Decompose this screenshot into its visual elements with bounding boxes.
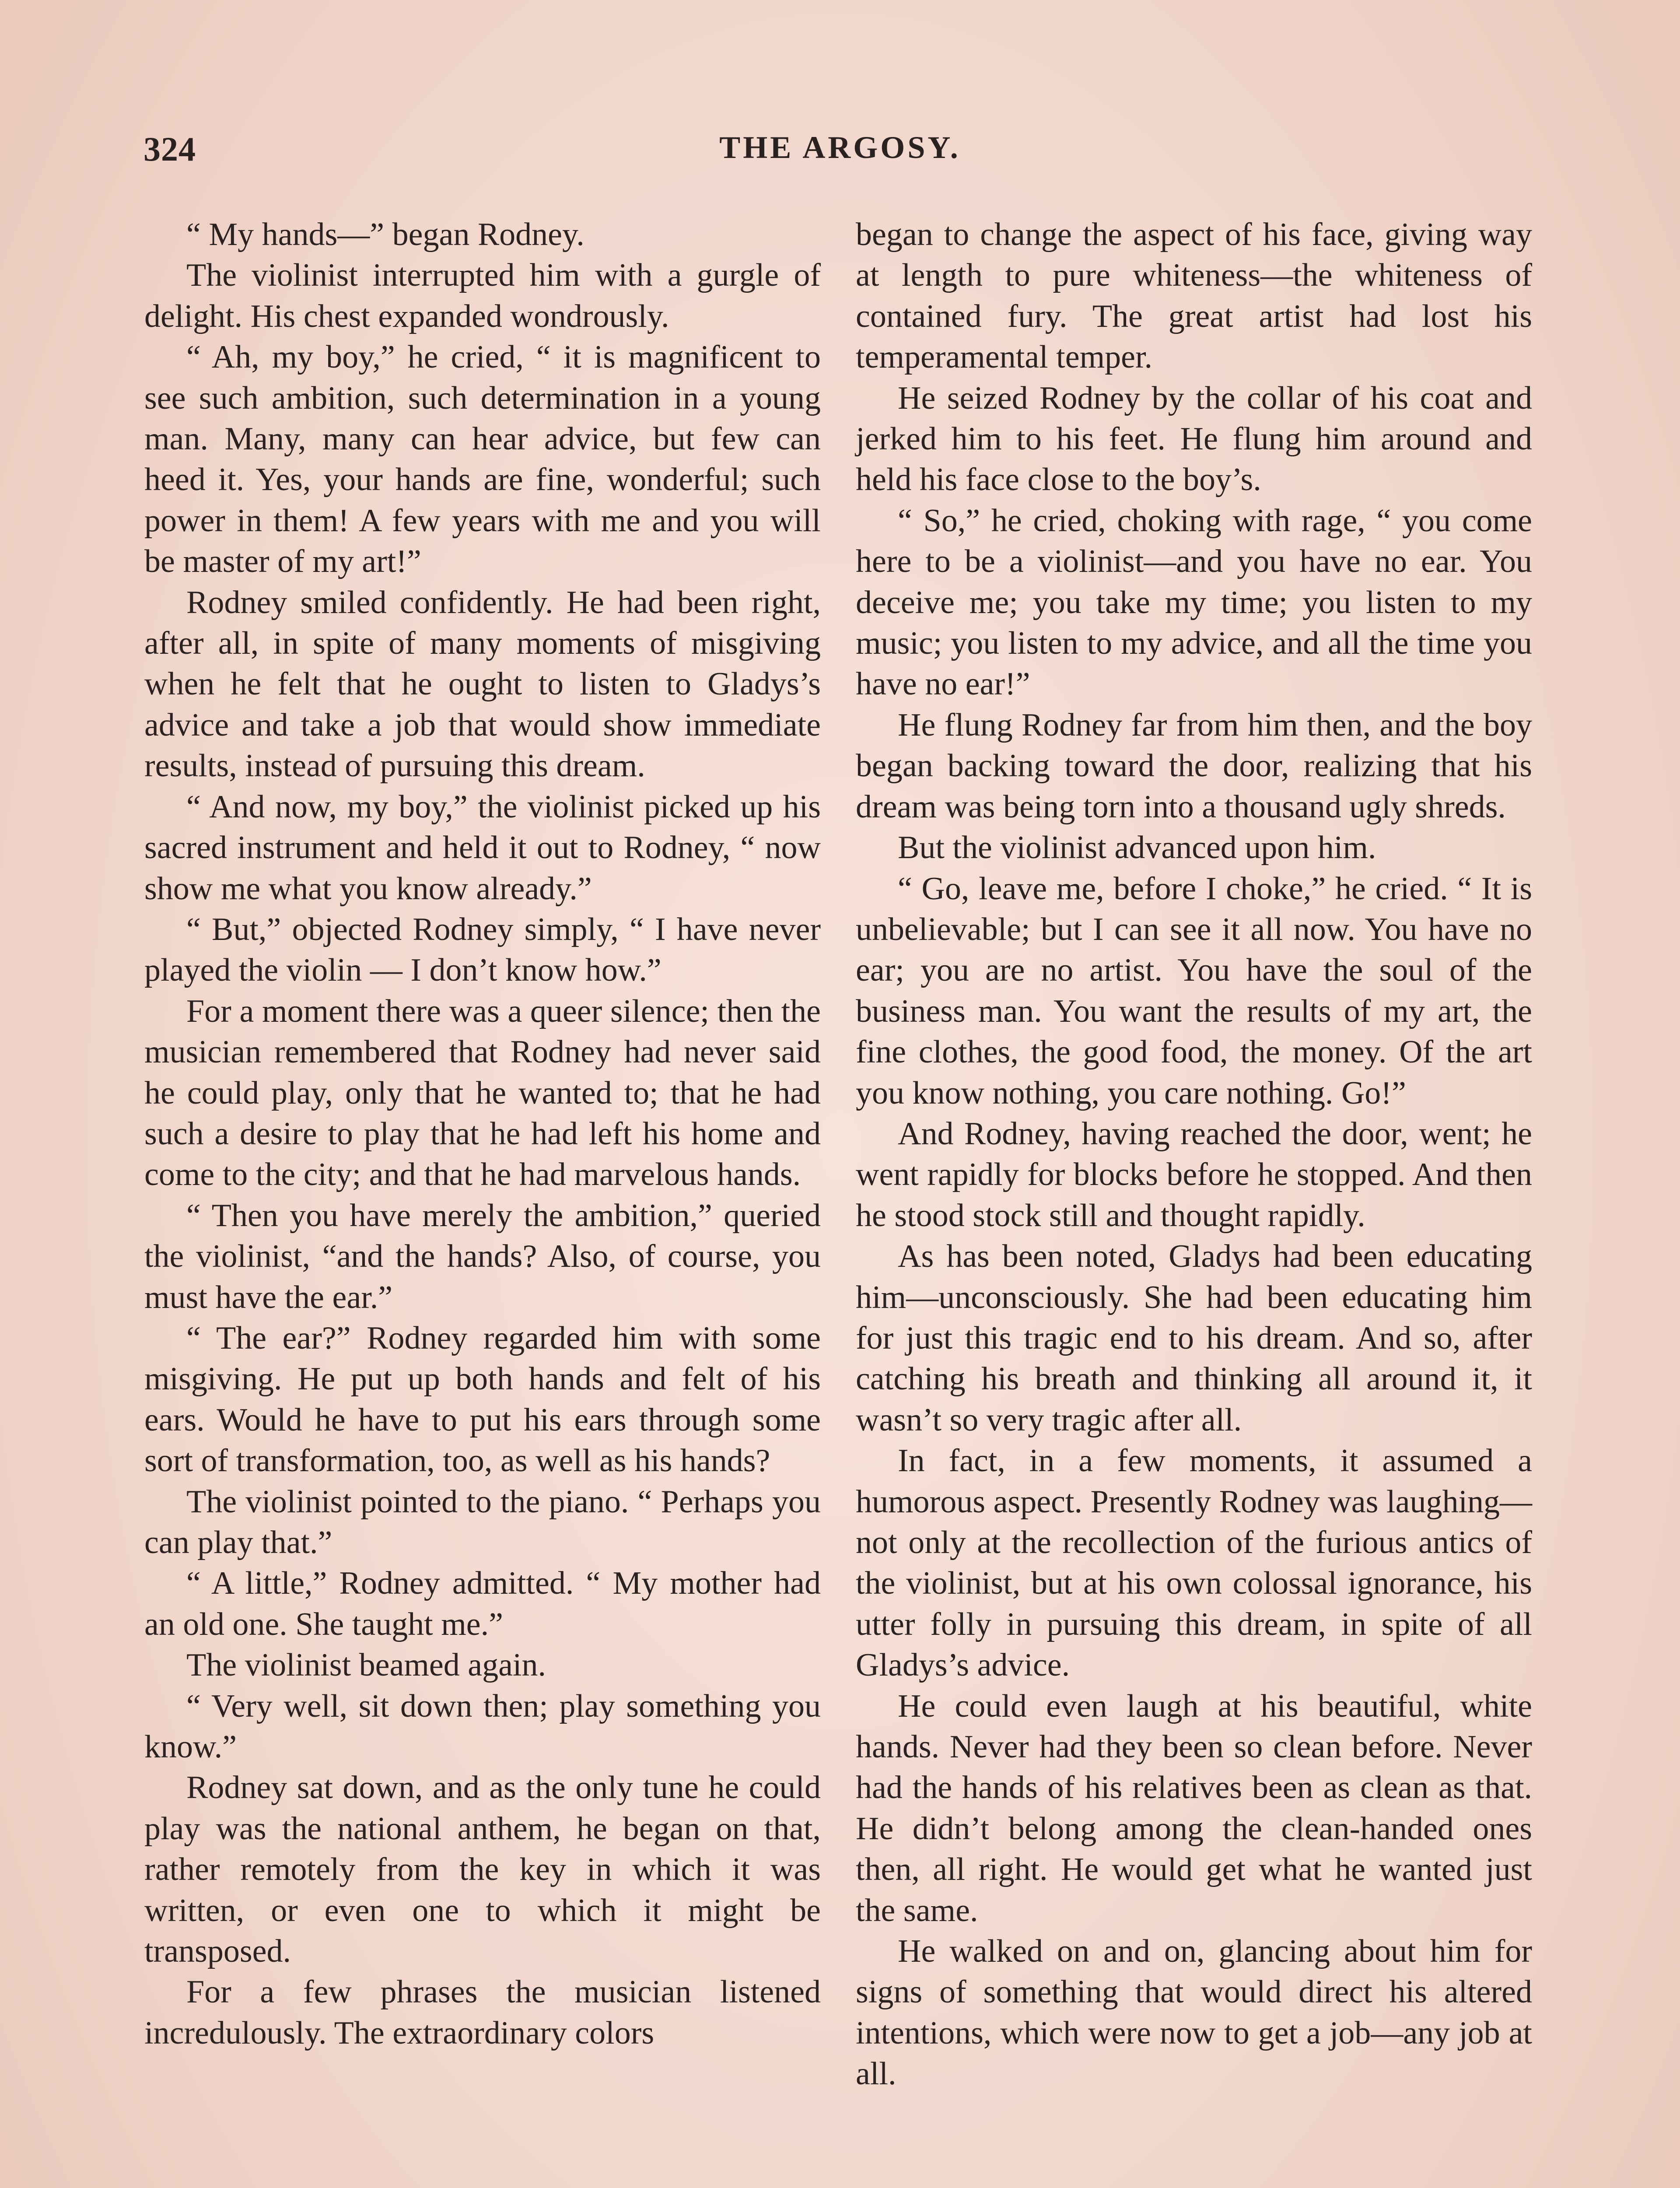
paragraph: “ My hands—” began Rodney. [186,217,584,252]
paragraph: “ So,” he cried, choking with rage, “ you come here to be a violinist—and you have no ear. You deceive me; you take my time; you listen to my music; you listen to my advice, and all the time you have no ear!” [856,502,1532,702]
paragraph: Rodney smiled confidently. He had been right, after all, in spite of many moments of misgiving when he felt that he ought to listen to Gladys’s advice and take a job that would show immediate results, instead of pursuing this dream. [144,584,821,784]
paragraph: “ But,” objected Rodney simply, “ I have never played the violin — I don’t know how.” [144,911,821,989]
running-head: THE ARGOSY. [719,130,961,165]
paragraph: For a few phrases the musician listened incredulously. The extraordinary colors [144,1974,821,2051]
paragraph: In fact, in a few moments, it assumed a humorous aspect. Presently Rodney was laughing—not only at the recollection of the furious antics of the violinist, but at his own colossal ignorance, his utter folly in pursuing this dream, in spite of all Gladys’s advice. [856,1443,1532,1683]
paragraph: “ Very well, sit down then; play something you know.” [144,1688,821,1765]
paragraph: For a moment there was a queer silence; then the musician remembered that Rodney had never said he could play, only that he wanted to; that he had such a desire to play that he had left his home and come to the city; and that he had marvelous hands. [144,993,821,1193]
right-column [856,214,1532,2095]
paragraph: And Rodney, having reached the door, went; he went rapidly for blocks before he stopped. And then he stood stock still and thought rapidly. [856,1115,1532,1234]
paragraph-continued: began to change the aspect of his face, giving way at length to pure whiteness—the whiteness of contained fury. The great artist had lost his temperamental temper. [856,217,1532,375]
paragraph: The violinist interrupted him with a gurgle of delight. His chest expanded wondrously. [144,257,821,334]
paragraph: The violinist beamed again. [186,1647,546,1683]
paragraph: He could even laugh at his beautiful, white hands. Never had they been so clean before. Never had the hands of his relatives been as clean as that. He didn’t belong among the clean-handed ones then, all right. He would get what he wanted just the same. [856,1688,1532,1929]
paragraph: “ A little,” Rodney admitted. “ My mother had an old one. She taught me.” [144,1565,821,1642]
paragraph: “ Go, leave me, before I choke,” he cried. “ It is unbelievable; but I can see it all now. You have no ear; you are no artist. You have the soul of the business man. You want the results of my art, the fine clothes, the good food, the money. Of the art you know nothing, you care nothing. Go!” [856,870,1532,1111]
paragraph: He flung Rodney far from him then, and the boy began backing toward the door, realizing that his dream was being torn into a thousand ugly shreds. [856,707,1532,825]
paragraph: He seized Rodney by the collar of his coat and jerked him to his feet. He flung him around and held his face close to the boy’s. [856,380,1532,498]
paragraph: He walked on and on, glancing about him for signs of something that would direct his altered intentions, which were now to get a job—any job at all. [856,1933,1532,2092]
paragraph: “ Ah, my boy,” he cried, “ it is magnificent to see such ambition, such determination in a young man. Many, many can hear advice, but few can heed it. Yes, your hands are fine, wonderful; such power in them! A few years with me and you will be master of my art!” [144,339,821,580]
paragraph: Rodney sat down, and as the only tune he could play was the national anthem, he began on that, rather remotely from the key in which it was written, or even one to which it might be transposed. [144,1770,821,1970]
paragraph: The violinist pointed to the piano. “ Perhaps you can play that.” [144,1483,821,1560]
left-column [144,214,821,2054]
paragraph: “ Then you have merely the ambition,” queried the violinist, “and the hands? Also, of course, you must have the ear.” [144,1197,821,1315]
paragraph: As has been noted, Gladys had been educating him—unconsciously. She had been educating him for just this tragic end to his dream. And so, after catching his breath and thinking all around it, it wasn’t so very tragic after all. [856,1238,1532,1438]
paragraph: “ And now, my boy,” the violinist picked up his sacred instrument and held it out to Rodney, “ now show me what you know already.” [144,789,821,907]
paragraph: “ The ear?” Rodney regarded him with some misgiving. He put up both hands and felt of his ears. Would he have to put his ears through some sort of transformation, too, as well as his hands? [144,1320,821,1479]
page-number: 324 [144,130,196,168]
paragraph: But the violinist advanced upon him. [898,830,1376,866]
